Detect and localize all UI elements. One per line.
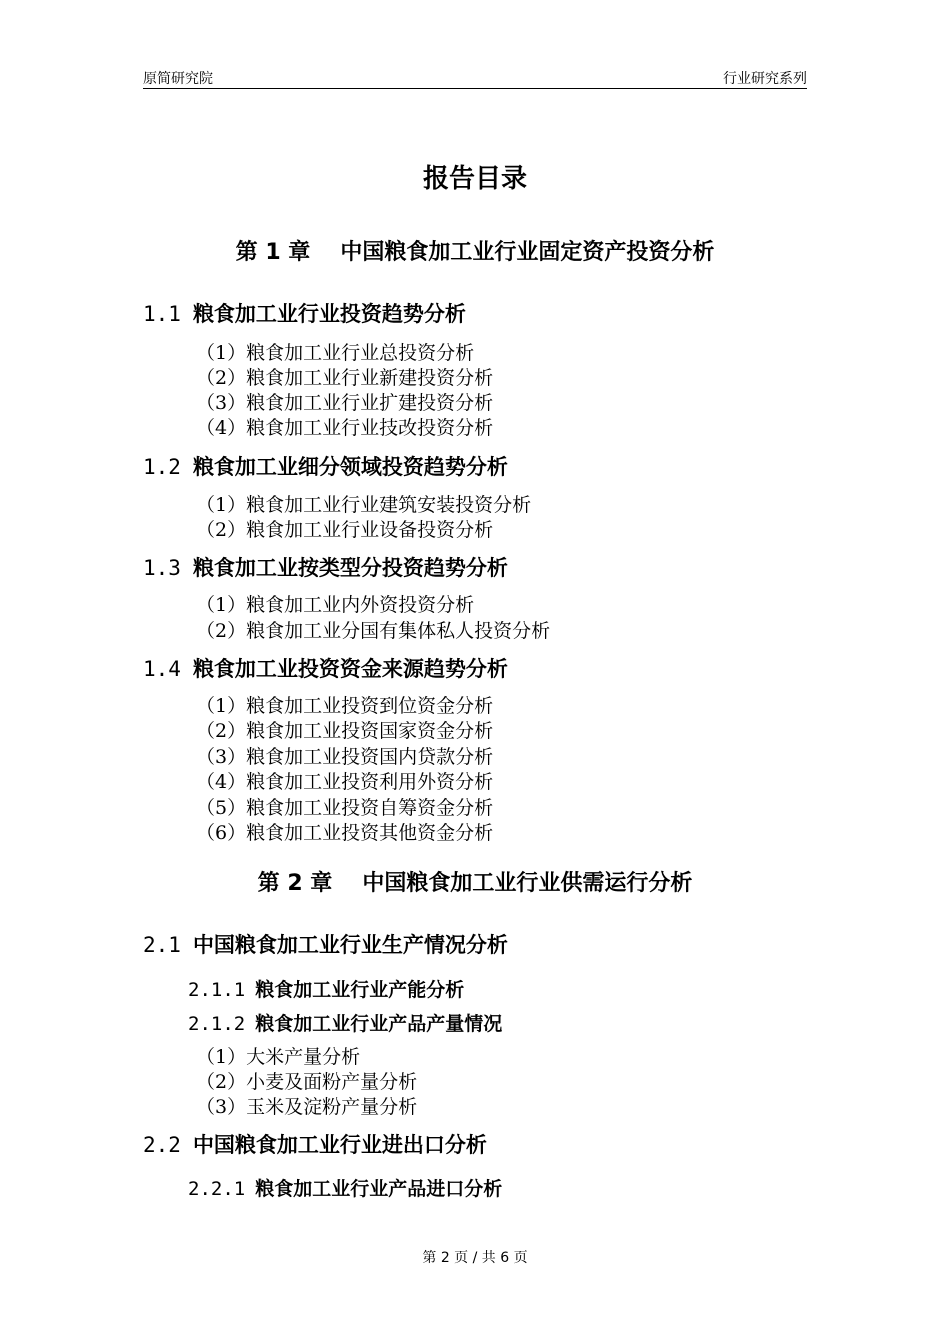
subsection-title: 粮食加工业行业产品产量情况: [255, 1013, 503, 1035]
section-number: 1.2: [143, 455, 181, 479]
section-title: 中国粮食加工业行业生产情况分析: [192, 932, 508, 957]
section-title: 粮食加工业细分领域投资趋势分析: [192, 454, 508, 479]
toc-item: （2）粮食加工业分国有集体私人投资分析: [196, 620, 551, 642]
report-title: 报告目录: [422, 164, 527, 194]
section-title: 粮食加工业行业投资趋势分析: [192, 301, 466, 326]
section-number: 2.2: [143, 1133, 181, 1157]
toc-item: （2）小麦及面粉产量分析: [196, 1071, 418, 1093]
section-number: 1.1: [143, 302, 181, 326]
toc-item: （1）大米产量分析: [196, 1046, 361, 1068]
header-org: 原简研究院: [143, 71, 213, 87]
section-title: 中国粮食加工业行业进出口分析: [192, 1132, 487, 1157]
page-footer: 第 2 页 / 共 6 页: [422, 1250, 528, 1266]
subsection-2-1-2: [188, 1009, 502, 1036]
toc-item: （2）粮食加工业行业设备投资分析: [196, 519, 494, 541]
section-1-4: [143, 653, 508, 683]
section-1-1: [143, 298, 466, 328]
toc-item: （4）粮食加工业投资利用外资分析: [196, 771, 494, 793]
chapter-title: 中国粮食加工业行业供需运行分析: [362, 871, 693, 896]
toc-item: （5）粮食加工业投资自筹资金分析: [196, 797, 494, 819]
toc-item: （4）粮食加工业行业技改投资分析: [196, 417, 494, 439]
toc-item: （2）粮食加工业行业新建投资分析: [196, 367, 494, 389]
toc-item: （6）粮食加工业投资其他资金分析: [196, 822, 494, 844]
section-1-3: [143, 552, 508, 582]
chapter-title: 中国粮食加工业行业固定资产投资分析: [340, 240, 715, 265]
toc-item: （1）粮食加工业行业建筑安装投资分析: [196, 494, 532, 516]
header-series: 行业研究系列: [723, 71, 807, 87]
subsection-number: 2.1.1: [188, 979, 246, 1001]
section-number: 2.1: [143, 933, 181, 957]
section-1-2: [143, 451, 508, 481]
section-title: 粮食加工业投资资金来源趋势分析: [192, 656, 508, 681]
subsection-title: 粮食加工业行业产品进口分析: [255, 1178, 503, 1200]
toc-item: （3）粮食加工业行业扩建投资分析: [196, 392, 494, 414]
toc-item: （2）粮食加工业投资国家资金分析: [196, 720, 494, 742]
toc-item: （1）粮食加工业投资到位资金分析: [196, 695, 494, 717]
section-2-2: [143, 1129, 487, 1159]
section-title: 粮食加工业按类型分投资趋势分析: [192, 555, 508, 580]
toc-item: （1）粮食加工业内外资投资分析: [196, 594, 475, 616]
chapter-label: 第 1 章: [235, 240, 311, 265]
subsection-number: 2.1.2: [188, 1013, 246, 1035]
toc-item: （3）玉米及淀粉产量分析: [196, 1096, 418, 1118]
section-2-1: [143, 929, 508, 959]
subsection-number: 2.2.1: [188, 1178, 246, 1200]
section-number: 1.3: [143, 556, 181, 580]
chapter-label: 第 2 章: [257, 871, 333, 896]
subsection-title: 粮食加工业行业产能分析: [255, 979, 465, 1001]
chapter-1-heading: [0, 235, 950, 266]
section-number: 1.4: [143, 657, 181, 681]
subsection-2-2-1: [188, 1174, 502, 1201]
page-header: [143, 68, 807, 89]
chapter-2-heading: [0, 866, 950, 897]
toc-item: （3）粮食加工业投资国内贷款分析: [196, 746, 494, 768]
toc-item: （1）粮食加工业行业总投资分析: [196, 342, 475, 364]
subsection-2-1-1: [188, 975, 464, 1002]
